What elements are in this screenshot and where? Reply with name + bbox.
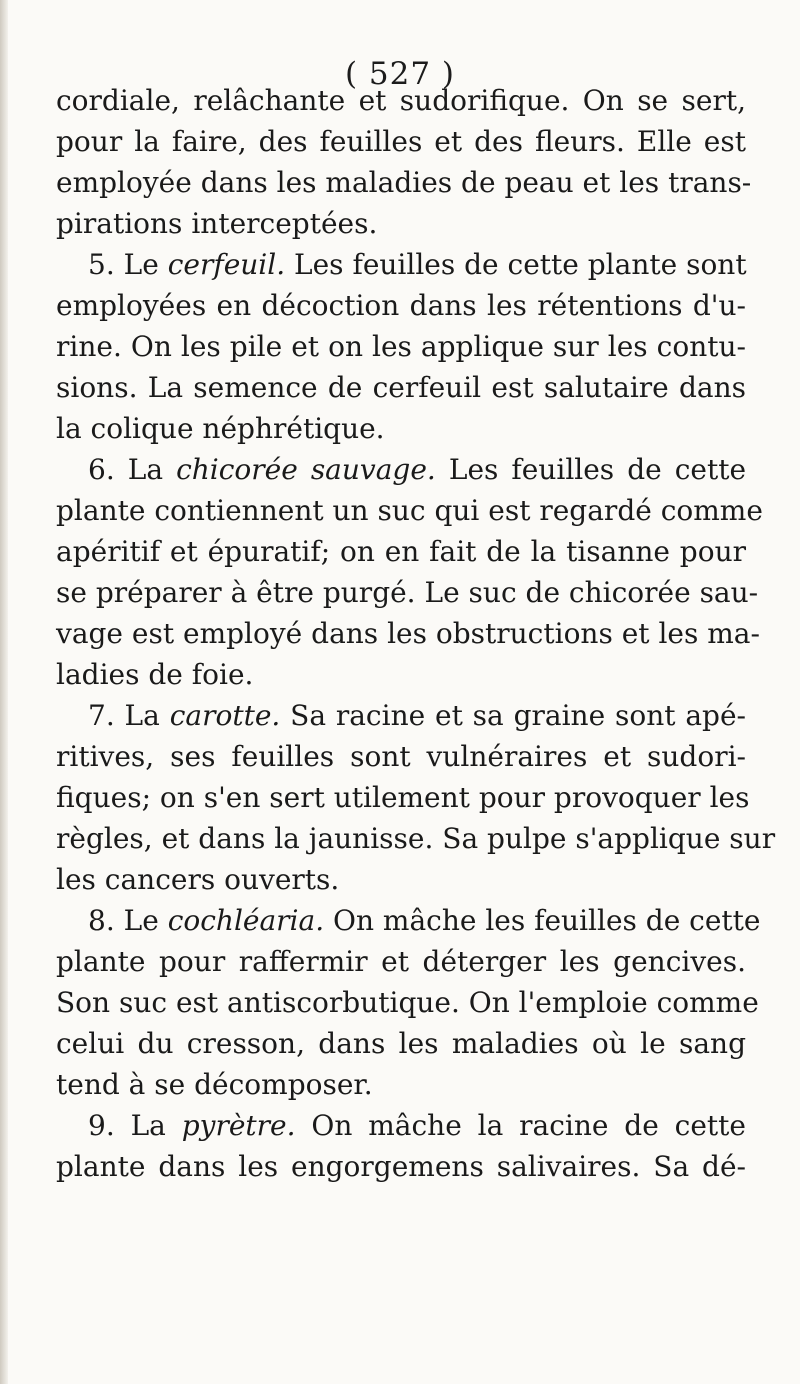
text-line: règles, et dans la jaunisse. Sa pulpe s'applique sur: [56, 822, 776, 855]
text-line: pour la faire, des feuilles et des fleurs. Elle est: [56, 125, 746, 158]
page-body: [56, 80, 776, 1187]
text-line: rine. On les pile et on les applique sur les contu-: [56, 330, 746, 363]
entry-number: 8. Le: [88, 904, 159, 937]
text-line: sions. La semence de cerfeuil est salutaire dans: [56, 371, 746, 404]
text-line: plante contiennent un suc qui est regardé comme: [56, 494, 763, 527]
entry-number: 6. La: [88, 453, 164, 486]
text-fragment: Les feuilles de cette plante sont: [294, 248, 747, 281]
text-line: tend à se décomposer.: [56, 1068, 373, 1101]
text-fragment: Sa racine et sa graine sont apé-: [290, 699, 746, 732]
text-fragment: On mâche la racine de cette: [311, 1109, 746, 1142]
text-line: plante dans les engorgemens salivaires. Sa dé-: [56, 1150, 746, 1183]
text-line: employée dans les maladies de peau et les trans-: [56, 166, 752, 199]
text-line: celui du cresson, dans les maladies où le sang: [56, 1027, 746, 1060]
text-line: plante pour raffermir et déterger les gencives.: [56, 945, 746, 978]
entry-heading-line: [56, 695, 746, 736]
plant-name: cerfeuil.: [167, 248, 286, 281]
entry-heading-line: [56, 244, 746, 285]
text-fragment: On mâche les feuilles de cette: [333, 904, 761, 937]
text-line: Son suc est antiscorbutique. On l'emploie comme: [56, 986, 759, 1019]
text-line: ritives, ses feuilles sont vulnéraires et sudori-: [56, 740, 746, 773]
text-line: les cancers ouverts.: [56, 863, 340, 896]
text-line: pirations interceptées.: [56, 207, 378, 240]
entry-number: 9. La: [88, 1109, 166, 1142]
text-fragment: Les feuilles de cette: [448, 453, 747, 486]
text-line: cordiale, relâchante et sudorifique. On se sert,: [56, 84, 746, 117]
entry-heading-line: [56, 900, 761, 941]
page-gutter-shadow: [0, 0, 8, 1384]
text-line: ladies de foie.: [56, 658, 254, 691]
text-line: la colique néphrétique.: [56, 412, 385, 445]
page-number: ( 527 ): [344, 56, 456, 92]
plant-name: pyrètre.: [181, 1109, 296, 1142]
text-line: se préparer à être purgé. Le suc de chicorée sau-: [56, 576, 759, 609]
plant-name: cochléaria.: [167, 904, 325, 937]
text-line: vage est employé dans les obstructions et les ma-: [56, 617, 760, 650]
text-line: employées en décoction dans les rétentions d'u-: [56, 289, 746, 322]
entry-heading-line: [56, 449, 746, 490]
entry-heading-line: [56, 1105, 746, 1146]
text-line: fiques; on s'en sert utilement pour provoquer les: [56, 781, 750, 814]
entry-number: 7. La: [88, 699, 160, 732]
plant-name: carotte.: [169, 699, 281, 732]
plant-name: chicorée sauvage.: [176, 453, 436, 486]
text-line: apéritif et épuratif; on en fait de la tisanne pour: [56, 535, 746, 568]
entry-number: 5. Le: [88, 248, 159, 281]
